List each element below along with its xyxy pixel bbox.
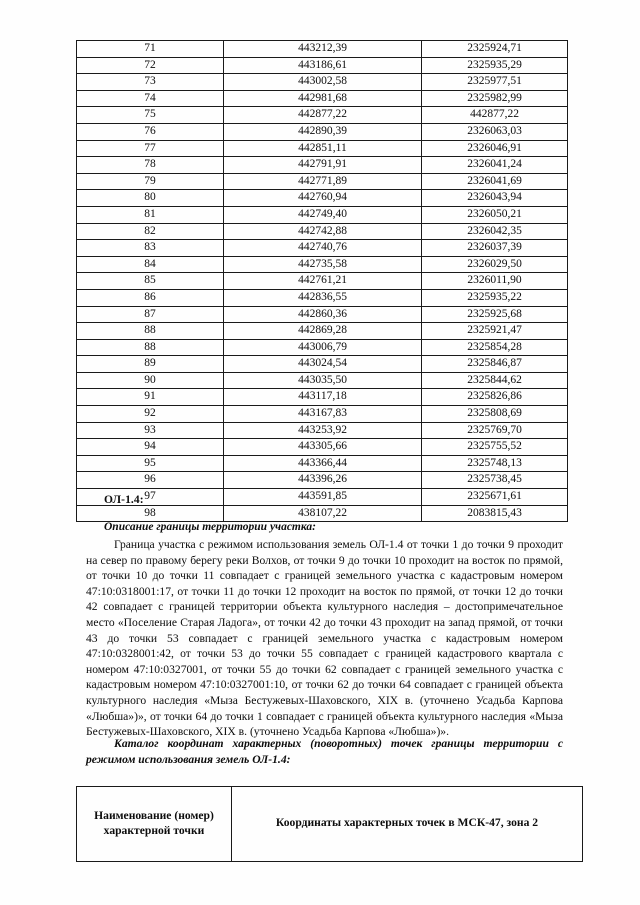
table-row <box>77 439 568 456</box>
cell-point-number: 91 <box>77 389 224 406</box>
cell-coordinate-x: 443167,83 <box>224 406 422 423</box>
table-row <box>77 505 568 522</box>
cell-coordinate-y: 2326043,94 <box>422 190 568 207</box>
cell-coordinate-x: 438107,22 <box>224 505 422 522</box>
table-row <box>77 389 568 406</box>
column-header-point-name: Наименование (номер) характерной точки <box>77 787 232 862</box>
cell-point-number: 95 <box>77 455 224 472</box>
cell-coordinate-y: 2325935,29 <box>422 57 568 74</box>
cell-coordinate-x: 442869,28 <box>224 323 422 340</box>
coordinate-table <box>76 40 568 522</box>
cell-point-number: 98 <box>77 505 224 522</box>
table-row <box>77 206 568 223</box>
cell-coordinate-x: 442761,21 <box>224 273 422 290</box>
cell-point-number: 80 <box>77 190 224 207</box>
cell-coordinate-y: 2326041,69 <box>422 173 568 190</box>
cell-coordinate-x: 442771,89 <box>224 173 422 190</box>
cell-coordinate-x: 443212,39 <box>224 41 422 58</box>
cell-coordinate-y: 2326037,39 <box>422 240 568 257</box>
cell-point-number: 82 <box>77 223 224 240</box>
table-row <box>77 372 568 389</box>
cell-point-number: 86 <box>77 289 224 306</box>
cell-coordinate-y: 2325854,28 <box>422 339 568 356</box>
cell-coordinate-y: 2325977,51 <box>422 74 568 91</box>
table-row <box>77 190 568 207</box>
table-row <box>77 306 568 323</box>
cell-coordinate-y: 2325982,99 <box>422 90 568 107</box>
cell-coordinate-x: 443006,79 <box>224 339 422 356</box>
cell-point-number: 93 <box>77 422 224 439</box>
cell-coordinate-y: 2325925,68 <box>422 306 568 323</box>
table-row <box>77 157 568 174</box>
cell-point-number: 92 <box>77 406 224 423</box>
cell-coordinate-x: 443396,26 <box>224 472 422 489</box>
table-row <box>77 422 568 439</box>
catalog-caption: Каталог координат характерных (поворотных) точек границы территории с режимом использования земель ОЛ-1.4: <box>86 737 563 766</box>
cell-coordinate-x: 442890,39 <box>224 123 422 140</box>
cell-point-number: 88 <box>77 339 224 356</box>
cell-point-number: 74 <box>77 90 224 107</box>
cell-coordinate-y: 2325738,45 <box>422 472 568 489</box>
cell-coordinate-y: 2325935,22 <box>422 289 568 306</box>
cell-coordinate-y: 2326011,90 <box>422 273 568 290</box>
cell-coordinate-x: 442836,55 <box>224 289 422 306</box>
table-row <box>77 256 568 273</box>
cell-coordinate-y: 2083815,43 <box>422 505 568 522</box>
catalog-header-row-group <box>77 787 583 862</box>
cell-coordinate-y: 2326041,24 <box>422 157 568 174</box>
cell-coordinate-x: 442791,91 <box>224 157 422 174</box>
cell-point-number: 71 <box>77 41 224 58</box>
table-row <box>77 57 568 74</box>
boundary-description-subtitle: Описание границы территории участка: <box>104 521 317 533</box>
cell-coordinate-y: 2325808,69 <box>422 406 568 423</box>
cell-coordinate-x: 443002,58 <box>224 74 422 91</box>
cell-coordinate-x: 443253,92 <box>224 422 422 439</box>
cell-coordinate-x: 443117,18 <box>224 389 422 406</box>
column-header-coordinates: Координаты характерных точек в МСК-47, зона 2 <box>232 787 583 862</box>
cell-point-number: 76 <box>77 123 224 140</box>
catalog-header-table <box>76 786 583 862</box>
table-row <box>77 123 568 140</box>
cell-coordinate-y: 2325846,87 <box>422 356 568 373</box>
cell-coordinate-y: 2325755,52 <box>422 439 568 456</box>
table-row <box>77 240 568 257</box>
cell-coordinate-x: 443305,66 <box>224 439 422 456</box>
cell-coordinate-x: 443035,50 <box>224 372 422 389</box>
table-row <box>77 107 568 124</box>
cell-coordinate-y: 2325826,86 <box>422 389 568 406</box>
cell-coordinate-x: 443591,85 <box>224 489 422 506</box>
cell-point-number: 94 <box>77 439 224 456</box>
cell-coordinate-x: 443186,61 <box>224 57 422 74</box>
table-row <box>77 323 568 340</box>
table-row <box>77 339 568 356</box>
coordinate-table-body <box>77 41 568 522</box>
cell-coordinate-y: 442877,22 <box>422 107 568 124</box>
cell-coordinate-y: 2325769,70 <box>422 422 568 439</box>
table-row <box>77 223 568 240</box>
cell-point-number: 97 <box>77 489 224 506</box>
cell-coordinate-x: 442851,11 <box>224 140 422 157</box>
cell-coordinate-x: 442742,88 <box>224 223 422 240</box>
cell-coordinate-y: 2325921,47 <box>422 323 568 340</box>
cell-point-number: 90 <box>77 372 224 389</box>
table-row <box>77 140 568 157</box>
cell-coordinate-y: 2326029,50 <box>422 256 568 273</box>
table-row <box>77 41 568 58</box>
cell-point-number: 77 <box>77 140 224 157</box>
cell-coordinate-y: 2326063,03 <box>422 123 568 140</box>
table-row <box>77 273 568 290</box>
cell-point-number: 78 <box>77 157 224 174</box>
cell-coordinate-y: 2326046,91 <box>422 140 568 157</box>
table-row <box>77 173 568 190</box>
section-label-ol14: ОЛ-1.4: <box>104 494 144 506</box>
cell-point-number: 75 <box>77 107 224 124</box>
cell-coordinate-x: 442860,36 <box>224 306 422 323</box>
cell-coordinate-y: 2325671,61 <box>422 489 568 506</box>
table-row <box>77 472 568 489</box>
cell-point-number: 88 <box>77 323 224 340</box>
cell-point-number: 83 <box>77 240 224 257</box>
cell-coordinate-x: 442749,40 <box>224 206 422 223</box>
table-row <box>77 289 568 306</box>
cell-point-number: 96 <box>77 472 224 489</box>
cell-coordinate-x: 443024,54 <box>224 356 422 373</box>
cell-coordinate-x: 442760,94 <box>224 190 422 207</box>
cell-coordinate-y: 2326050,21 <box>422 206 568 223</box>
cell-point-number: 89 <box>77 356 224 373</box>
catalog-header-row <box>77 787 583 862</box>
table-row <box>77 455 568 472</box>
cell-point-number: 79 <box>77 173 224 190</box>
cell-coordinate-x: 442735,58 <box>224 256 422 273</box>
table-row <box>77 90 568 107</box>
cell-point-number: 81 <box>77 206 224 223</box>
cell-coordinate-x: 443366,44 <box>224 455 422 472</box>
cell-point-number: 73 <box>77 74 224 91</box>
cell-coordinate-x: 442877,22 <box>224 107 422 124</box>
cell-coordinate-x: 442740,76 <box>224 240 422 257</box>
table-row <box>77 356 568 373</box>
cell-coordinate-y: 2326042,35 <box>422 223 568 240</box>
table-row <box>77 74 568 91</box>
table-row <box>77 489 568 506</box>
table-row <box>77 406 568 423</box>
cell-point-number: 85 <box>77 273 224 290</box>
cell-coordinate-y: 2325924,71 <box>422 41 568 58</box>
boundary-description-paragraph: Граница участка с режимом использования земель ОЛ-1.4 от точки 1 до точки 9 проходит на север по правому берегу реки Волхов, от точки 9 до точки 10 проходит на восток по прямой, от точки 10 до точки 11 совпадает с границей земельного участка с кадастровым номером 47:10:0318001:17, от точки 11 до точки 12 проходит на восток по прямой, от точки 12 до точки 42 совпадает с границей территории объекта культурного наследия – достопримечательное место «Поселение Старая Ладога», от точки 42 до точки 43 проходит на запад прямой, от точки 43 до точки 53 совпадает с границей земельного участка с кадастровым номером 47:10:0328001:42, от точки 53 до точки 55 совпадает с границей кадастрового квартала с номером 47:10:0327001, от точки 55 до точки 62 совпадает с границей земельного участка с кадастровым номером 47:10:0327001:10, от точки 62 до точки 64 совпадает с границей объекта культурного наследия «Мыза Бестужевых-Шаховского, XIX в. (уточнено Усадьба Карпова «Любша»)», от точки 64 до точки 1 совпадает с границей объекта культурного наследия «Мыза Бестужевых-Шаховского, XIX в. (уточнено Усадьба Карпова «Любша»)». <box>86 538 563 739</box>
cell-point-number: 72 <box>77 57 224 74</box>
cell-point-number: 87 <box>77 306 224 323</box>
cell-coordinate-y: 2325844,62 <box>422 372 568 389</box>
cell-coordinate-x: 442981,68 <box>224 90 422 107</box>
cell-point-number: 84 <box>77 256 224 273</box>
cell-coordinate-y: 2325748,13 <box>422 455 568 472</box>
